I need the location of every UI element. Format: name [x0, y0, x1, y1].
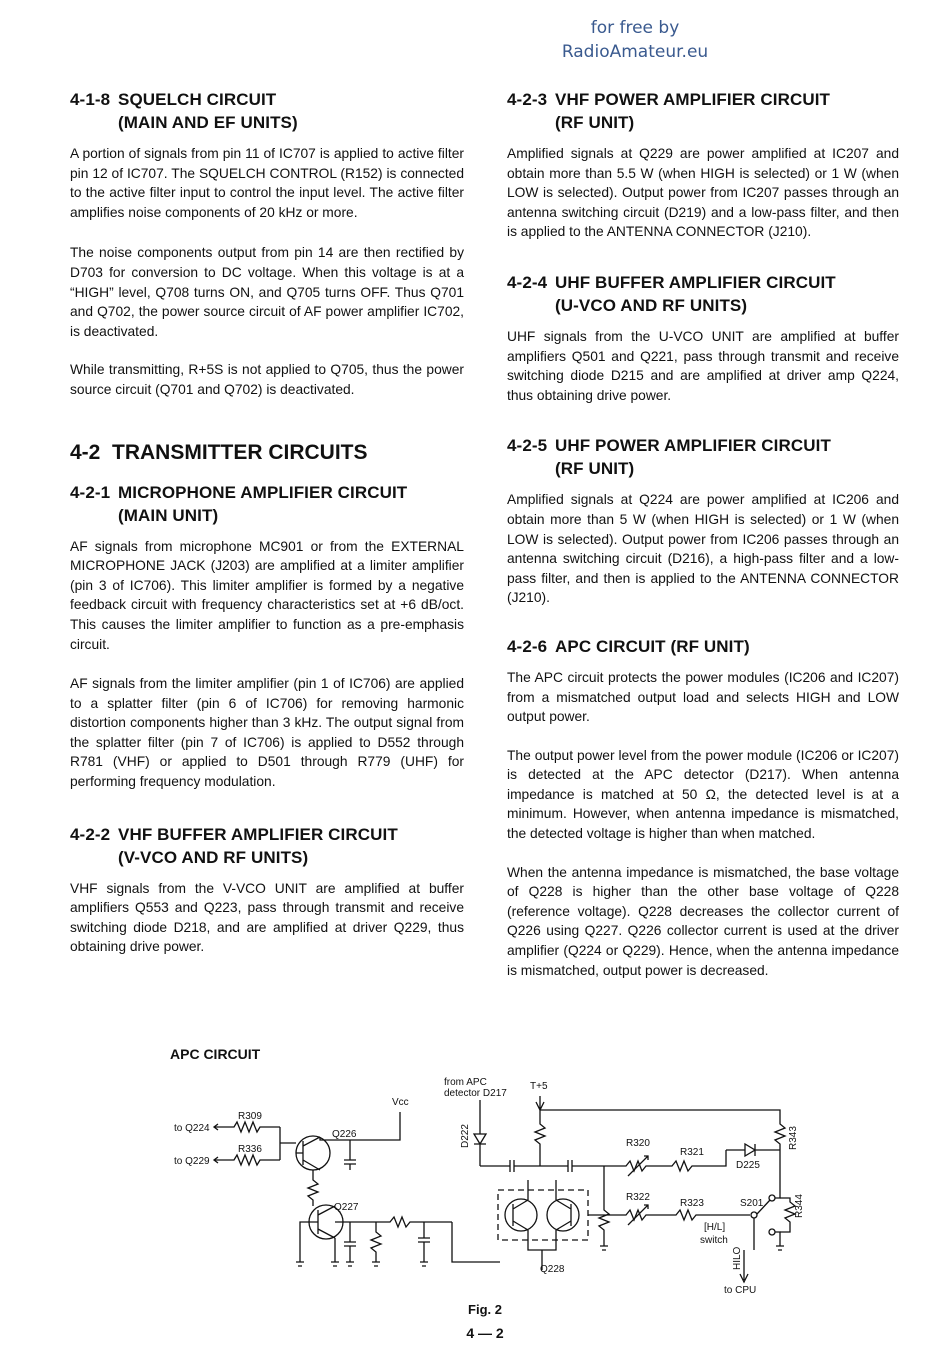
section-title: MICROPHONE AMPLIFIER CIRCUIT — [118, 482, 408, 502]
label-q227: Q227 — [334, 1202, 359, 1213]
section-title: APC CIRCUIT (RF UNIT) — [555, 636, 750, 656]
paragraph: The output power level from the power module (IC206 or IC207) is detected at the APC detector (D217). When antenna impedance is matched at 50 Ω, the detected level is at a minimum. However, when antenna impedance is mismatched, the detected voltage is higher than when matched. — [507, 747, 899, 842]
label-d222: D222 — [460, 1124, 471, 1148]
label-r321: R321 — [680, 1147, 704, 1158]
section-title: UHF BUFFER AMPLIFIER CIRCUIT — [555, 272, 836, 292]
section-number: 4-1-8 — [70, 90, 111, 109]
paragraph: When the antenna impedance is mismatched, the base voltage of Q228 is higher than the other base voltage of Q228 (reference voltage). Q228 decreases the collector current of Q226 using Q227. Q226 collector current is used at the driver amplifier (Q224 or Q229). Hence, when the antenna impedance is mismatched, output power is decreased. — [507, 864, 899, 978]
label-hilo: HILO — [732, 1246, 743, 1270]
section-title-line2: (U-VCO AND RF UNITS) — [555, 295, 748, 315]
section-number: 4-2-1 — [70, 482, 111, 502]
section-title-line2: (V-VCO AND RF UNITS) — [118, 847, 309, 867]
section-number: 4-2-4 — [507, 272, 548, 292]
label-r320: R320 — [626, 1138, 650, 1149]
heading-4-2-2 — [70, 823, 464, 869]
label-from-apc: from APC — [444, 1077, 487, 1088]
figure-title: APC CIRCUIT — [170, 1046, 261, 1062]
label-vcc: Vcc — [392, 1097, 409, 1108]
left-column — [70, 88, 464, 974]
label-to-q224: to Q224 — [174, 1123, 210, 1134]
section-title: VHF POWER AMPLIFIER CIRCUIT — [555, 90, 831, 109]
paragraph: AF signals from microphone MC901 or from the EXTERNAL MICROPHONE JACK (J203) are amplified at a limiter amplifier (pin 3 of IC706). This limiter amplifier is formed by a negative feedback circuit with frequency characteristics set at +6 dB/oct. This causes the limiter amplifier to function as a pre-emphasis circuit. — [70, 538, 464, 652]
label-to-cpu: to CPU — [724, 1285, 757, 1296]
label-t5: T+5 — [530, 1081, 548, 1092]
heading-4-2-6 — [507, 635, 899, 658]
label-r309: R309 — [238, 1111, 262, 1122]
label-switch: switch — [700, 1235, 728, 1246]
watermark-line1: for free by — [590, 18, 680, 38]
label-d225: D225 — [736, 1160, 760, 1171]
section-title-line2: (MAIN UNIT) — [118, 505, 219, 525]
section-title-line2: (RF UNIT) — [555, 113, 635, 132]
page-number: 4 — 2 — [466, 1325, 504, 1341]
label-r343: R343 — [788, 1126, 799, 1150]
paragraph: A portion of signals from pin 11 of IC707 is applied to active filter pin 12 of IC707. The SQUELCH CONTROL (R152) is connected to the active filter input to control the input level. The active filter amplifies noise components of 20 kHz or more. — [70, 146, 464, 220]
label-to-q229: to Q229 — [174, 1156, 210, 1167]
paragraph: UHF signals from the U-VCO UNIT are amplified at buffer amplifiers Q501 and Q221, pass through transmit and receive switching diode D215 and are amplified at driver amp Q224, thus obtaining drive power. — [507, 328, 899, 403]
heading-4-2 — [70, 439, 464, 467]
apc-circuit-schematic — [170, 1068, 810, 1300]
section-number: 4-2-6 — [507, 636, 548, 656]
section-title-line2: (MAIN AND EF UNITS) — [118, 113, 298, 132]
label-hl: [H/L] — [704, 1222, 726, 1233]
section-number: 4-2 — [70, 440, 101, 464]
figure-caption: Fig. 2 — [468, 1302, 502, 1317]
section-title: TRANSMITTER CIRCUITS — [112, 440, 368, 464]
section-title-line2: (RF UNIT) — [555, 459, 635, 479]
label-q228: Q228 — [540, 1264, 565, 1275]
label-r323: R323 — [680, 1198, 704, 1209]
heading-4-1-8 — [70, 88, 464, 134]
label-r322: R322 — [626, 1192, 650, 1203]
paragraph: The noise components output from pin 14 are then rectified by D703 for conversion to DC voltage. When this voltage is at a “HIGH” level, Q708 turns ON, and Q705 turns OFF. Thus Q701 and Q702, the power source circuit of AF power amplifier IC702, is deactivated. — [70, 245, 464, 339]
paragraph: The APC circuit protects the power modules (IC206 and IC207) from a mismatched output load and selects HIGH and LOW output power. — [507, 669, 899, 725]
label-r336: R336 — [238, 1144, 262, 1155]
paragraph: Amplified signals at Q224 are power amplified at IC206 and obtain more than 5 W (when HIGH is selected) or 1 W (when LOW is selected). Output power from IC206 passes through an antenna switching circuit (D216), a high-pass filter and a low-pass filter, and then is applied to the ANTENNA CONNECTOR (J210). — [507, 492, 899, 606]
label-s201: S201 — [740, 1198, 764, 1209]
right-column — [507, 88, 899, 997]
paragraph: While transmitting, R+5S is not applied to Q705, thus the power source circuit (Q701 and Q702) is deactivated. — [70, 362, 464, 397]
section-title: UHF POWER AMPLIFIER CIRCUIT — [555, 436, 831, 456]
label-r344: R344 — [794, 1194, 805, 1218]
heading-4-2-5 — [507, 434, 899, 480]
paragraph: Amplified signals at Q229 are power amplified at IC207 and obtain more than 5.5 W (when HIGH is selected) or 1 W (when LOW is selected). Output power from IC207 passes through an antenna switching circuit (D219) and a low-pass filter, and then is applied to the ANTENNA CONNECTOR (J210). — [507, 146, 899, 240]
section-number: 4-2-3 — [507, 90, 548, 109]
section-title: SQUELCH CIRCUIT — [118, 90, 277, 109]
heading-4-2-4 — [507, 271, 899, 317]
heading-4-2-3 — [507, 88, 899, 134]
label-detector-d217: detector D217 — [444, 1088, 507, 1099]
paragraph: AF signals from the limiter amplifier (pin 1 of IC706) are applied to a splatter filter (pin 6 of IC706) for removing harmonic distortion components higher than 3 kHz. The output signal from the splatter filter (pin 7 of IC706) is applied to D552 through R781 (VHF) or applied to D501 through R779 (UHF) for performing frequency modulation. — [70, 676, 464, 790]
heading-4-2-1 — [70, 481, 464, 527]
section-number: 4-2-5 — [507, 436, 548, 456]
section-title: VHF BUFFER AMPLIFIER CIRCUIT — [118, 824, 398, 844]
section-number: 4-2-2 — [70, 824, 111, 844]
watermark-line2: RadioAmateur.eu — [561, 42, 709, 62]
paragraph: VHF signals from the V-VCO UNIT are amplified at buffer amplifiers Q553 and Q223, pass through transmit and receive switching diode D218, and are amplified at driver Q229, thus obtaining drive power. — [70, 880, 464, 955]
watermark — [540, 16, 730, 64]
label-q226: Q226 — [332, 1129, 357, 1140]
